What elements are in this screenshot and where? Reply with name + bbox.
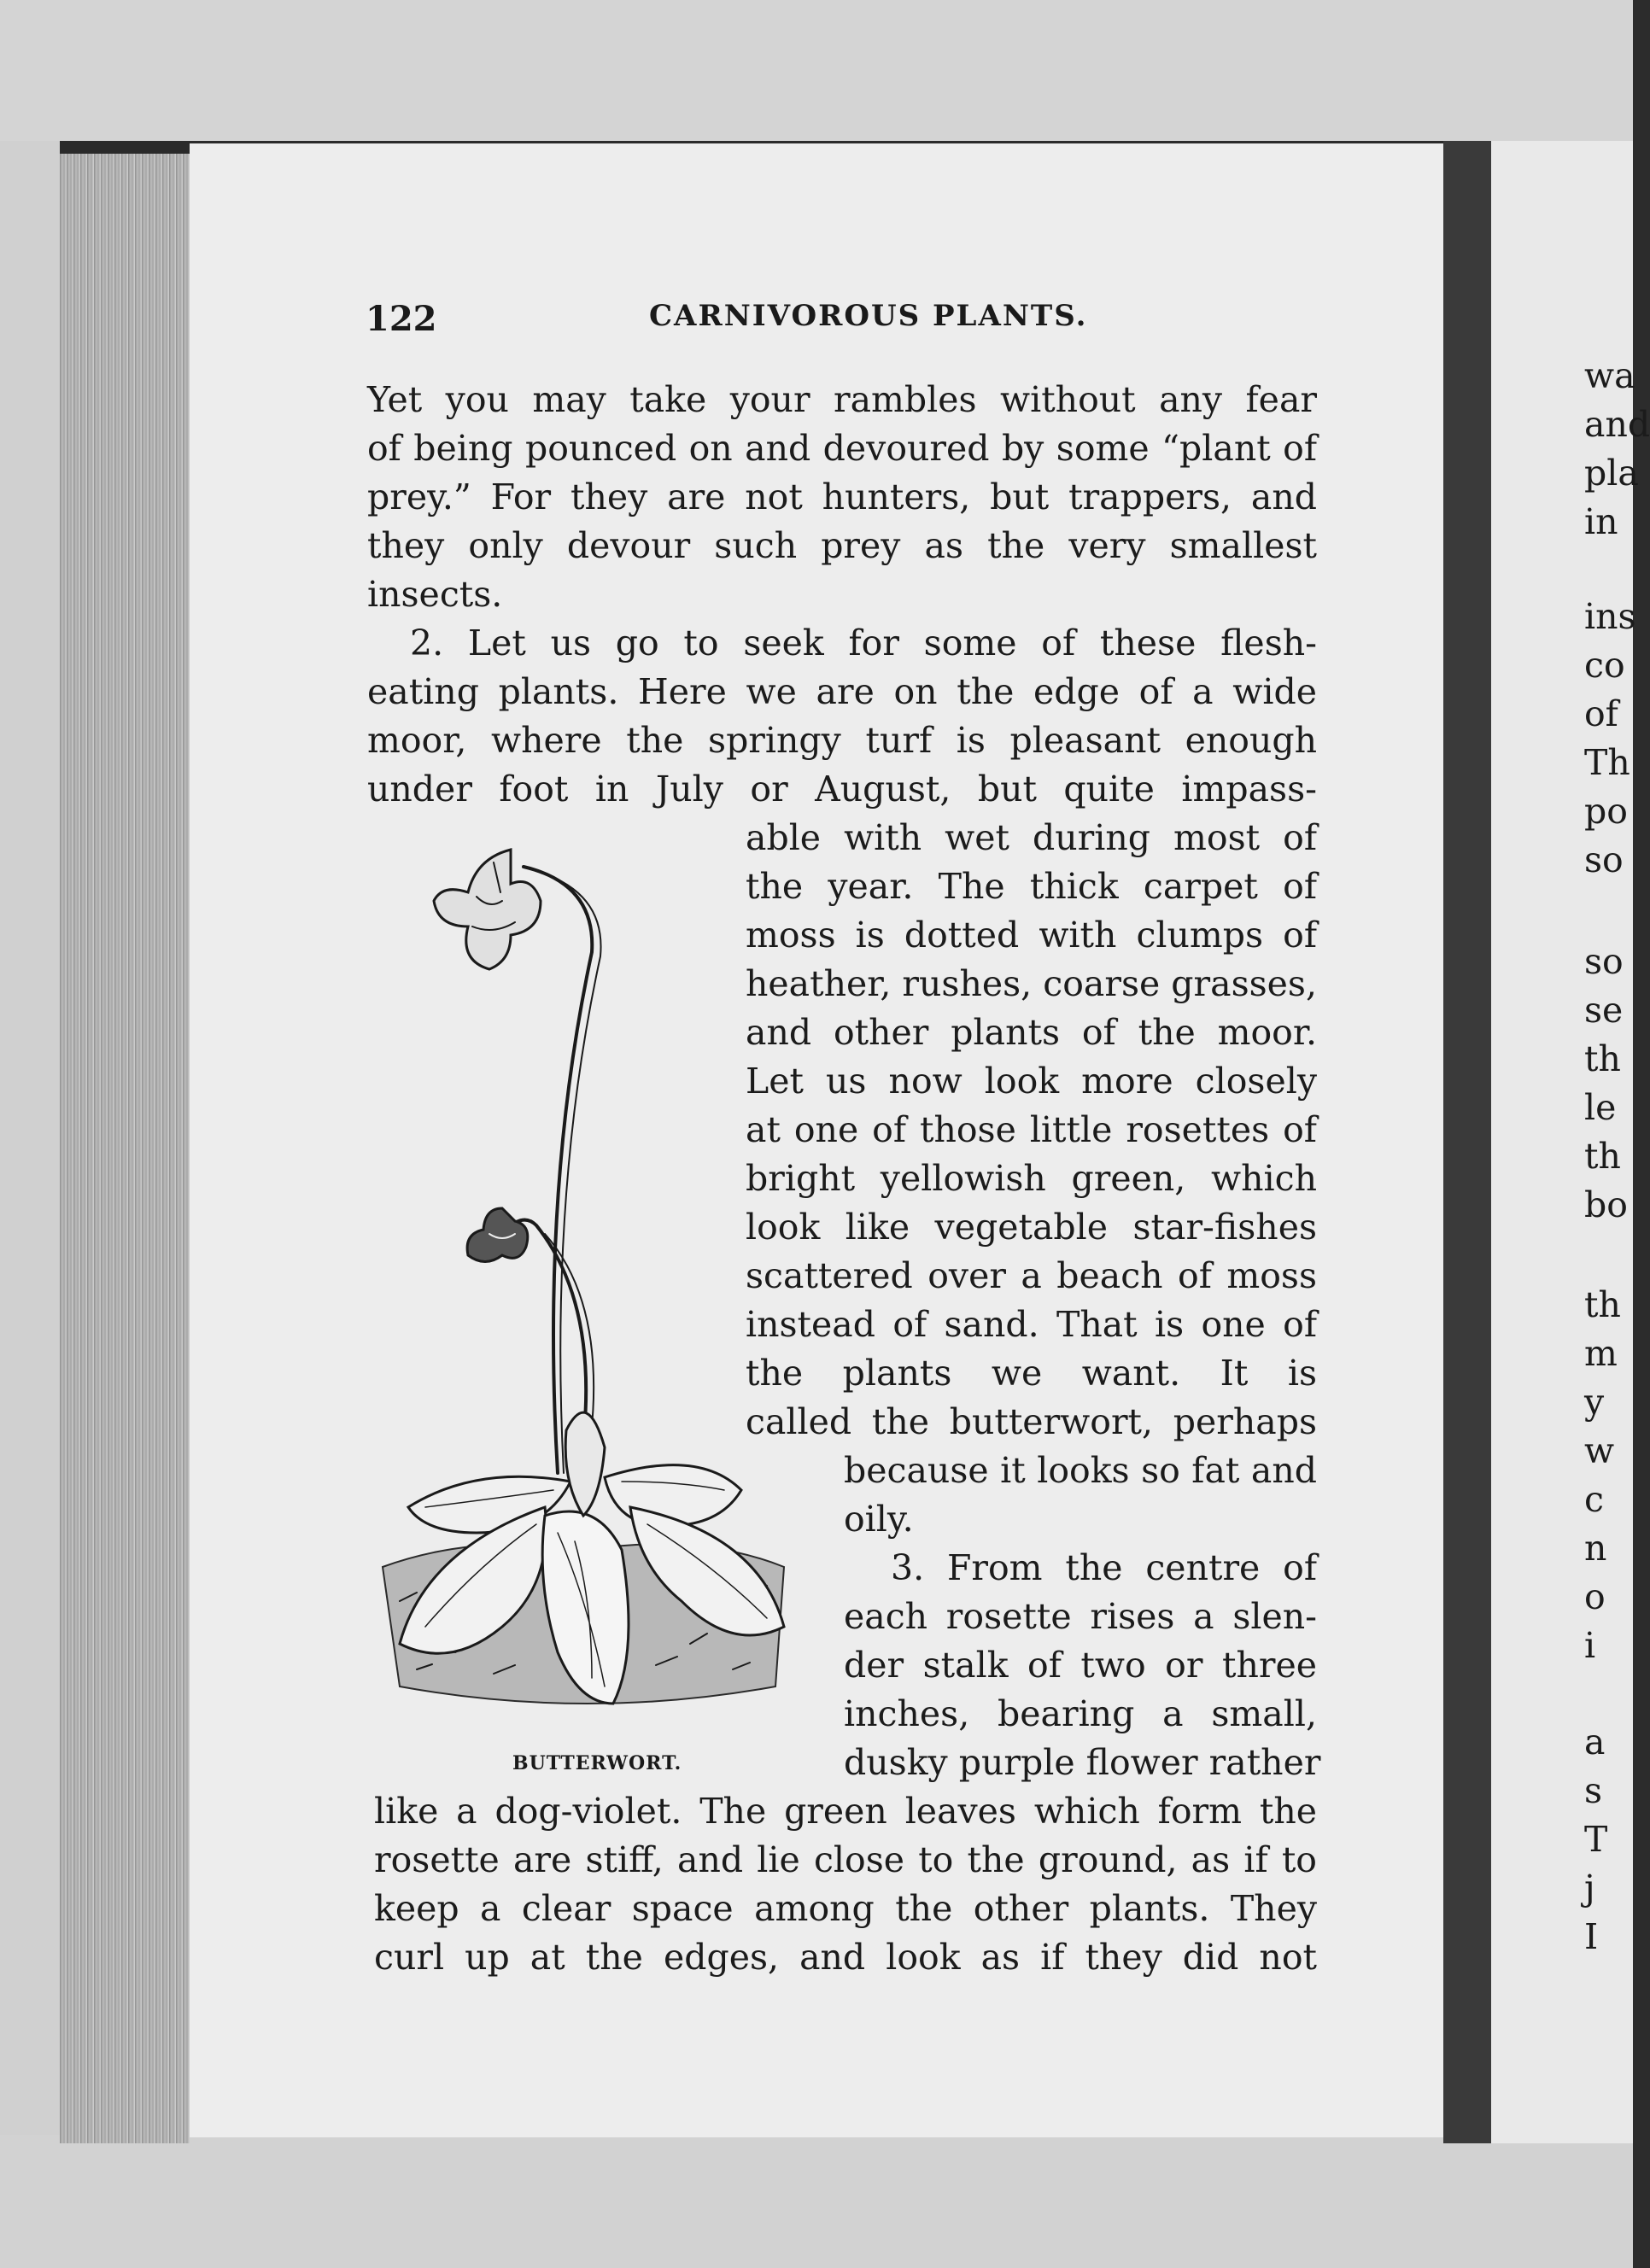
body-line: inches, bearing a small, [844, 1693, 1317, 1734]
body-line: rosette are stiff, and lie close to the ground, as if to [374, 1839, 1317, 1880]
right-page-fragment: in [1584, 501, 1618, 542]
scan-left-margin [0, 141, 60, 2135]
scan-top-margin [0, 0, 1633, 141]
body-line: prey.” For they are not hunters, but trappers, and [367, 476, 1317, 517]
right-page-fragment: th [1584, 1038, 1621, 1079]
body-line: and other plants of the moor. [746, 1012, 1317, 1053]
body-line: bright yellowish green, which [746, 1158, 1317, 1199]
body-line: each rosette rises a slen- [844, 1596, 1317, 1637]
body-line: Let us now look more closely [746, 1061, 1317, 1102]
right-page-fragment: and [1584, 404, 1650, 445]
right-page-fragment: bo [1584, 1184, 1628, 1225]
body-line: they only devour such prey as the very smallest [367, 525, 1317, 566]
body-line: curl up at the edges, and look as if they did not [374, 1937, 1317, 1978]
right-page-fragment: co [1584, 645, 1625, 686]
body-line: because it looks so fat and [844, 1450, 1317, 1491]
body-line: the plants we want. It is [746, 1353, 1317, 1394]
right-page-fragment: th [1584, 1136, 1621, 1177]
right-page-fragment: ins [1584, 596, 1636, 637]
right-page-fragment: m [1584, 1333, 1618, 1374]
body-line: at one of those little rosettes of [746, 1109, 1317, 1150]
right-page-fragment: i [1584, 1625, 1596, 1666]
right-page-fragment: o [1584, 1576, 1606, 1617]
right-page-fragment: le [1584, 1087, 1617, 1128]
right-page-fragment: y [1584, 1382, 1605, 1423]
right-page-fragment: I [1584, 1916, 1599, 1957]
page-number: 122 [366, 299, 437, 339]
body-line: scattered over a beach of moss [746, 1255, 1317, 1296]
body-line: like a dog-violet. The green leaves which form the [374, 1791, 1317, 1832]
right-page-fragment: n [1584, 1528, 1607, 1569]
right-page-fragment: w [1584, 1430, 1615, 1471]
body-line: able with wet during most of [746, 817, 1317, 858]
right-page-fragment: s [1584, 1770, 1603, 1811]
body-line: keep a clear space among the other plants. They [374, 1888, 1317, 1929]
body-line: under foot in July or August, but quite impass- [367, 769, 1317, 810]
body-line: oily. [844, 1499, 914, 1540]
body-line: eating plants. Here we are on the edge of a wide [367, 671, 1317, 712]
figure-caption: BUTTERWORT. [512, 1752, 682, 1774]
body-line: look like vegetable star-fishes [746, 1207, 1317, 1248]
right-page-fragment: so [1584, 941, 1624, 982]
book-binding [1443, 141, 1491, 2143]
body-line: der stalk of two or three [844, 1645, 1317, 1686]
right-page-fragment: pla [1584, 453, 1639, 494]
right-page-fragment: j [1584, 1868, 1595, 1909]
body-line: 2. Let us go to seek for some of these flesh- [410, 623, 1317, 663]
body-line: the year. The thick carpet of [746, 866, 1317, 907]
right-page-fragment: T [1584, 1819, 1608, 1860]
body-line: moss is dotted with clumps of [746, 915, 1317, 956]
right-page-fragment: of [1584, 693, 1618, 734]
body-line: insects. [367, 574, 503, 615]
right-page-fragment: Th [1584, 742, 1630, 783]
butterwort-illustration [374, 833, 801, 1763]
scan-bottom-margin [0, 2135, 1633, 2268]
body-line: instead of sand. That is one of [746, 1304, 1317, 1345]
right-page-fragment: se [1584, 990, 1624, 1031]
body-line: Yet you may take your rambles without any fear [367, 379, 1317, 420]
running-title: CARNIVOROUS PLANTS. [649, 299, 1088, 333]
book-page-edges [60, 154, 190, 2143]
body-line: moor, where the springy turf is pleasant enough [367, 720, 1317, 761]
body-line: of being pounced on and devoured by some “plant of [367, 428, 1317, 469]
right-page-fragment: th [1584, 1284, 1621, 1325]
body-line: called the butterwort, perhaps [746, 1401, 1317, 1442]
right-page-fragment: so [1584, 839, 1624, 880]
body-line: dusky purple flower rather [844, 1742, 1321, 1783]
right-page-fragment: wa [1584, 355, 1635, 396]
body-line: 3. From the centre of [891, 1547, 1317, 1588]
body-line: heather, rushes, coarse grasses, [746, 963, 1317, 1004]
right-page-fragment: c [1584, 1479, 1604, 1520]
right-page-fragment: po [1584, 791, 1628, 832]
right-page-fragment: a [1584, 1721, 1606, 1762]
